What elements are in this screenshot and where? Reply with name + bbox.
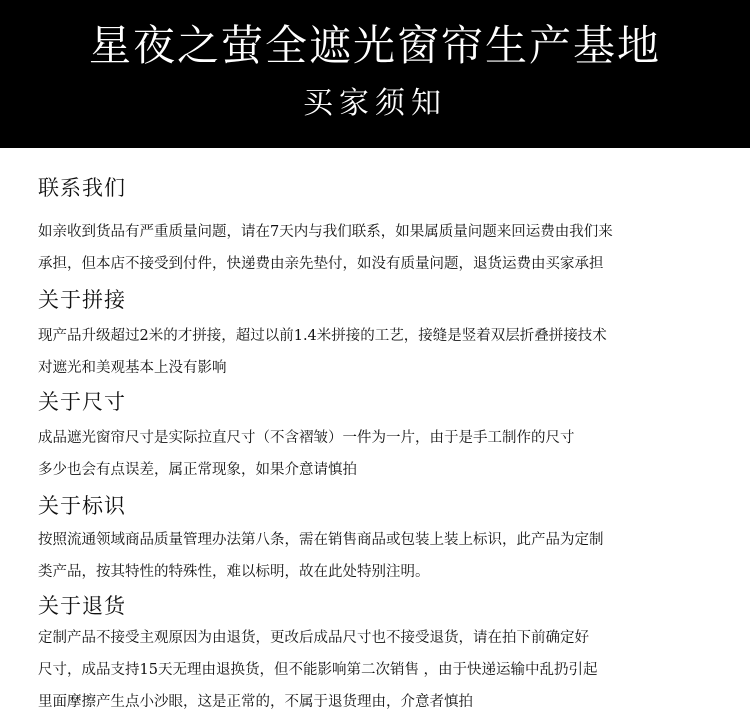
notice-content: [0, 148, 750, 716]
banner-subtitle: 买家须知: [303, 86, 447, 121]
heading-returns: 关于退货: [38, 594, 126, 618]
paragraph-line: 成品遮光窗帘尺寸是实际拉直尺寸（不含褶皱）一件为一片，由于是手工制作的尺寸: [38, 430, 575, 446]
paragraph-line: 如亲收到货品有严重质量问题，请在7天内与我们联系，如果属质量问题来回运费由我们来: [38, 224, 613, 240]
paragraph-line: 类产品，按其特性的特殊性，难以标明，故在此处特别注明。: [38, 564, 430, 580]
paragraph-labeling: [38, 524, 736, 588]
paragraph-line: 多少也会有点误差，属正常现象，如果介意请慎拍: [38, 462, 357, 478]
paragraph-line: 里面摩擦产生点小沙眼，这是正常的，不属于退货理由，介意者慎拍: [38, 694, 473, 710]
banner-title: 星夜之萤全遮光窗帘生产基地: [88, 21, 661, 70]
heading-labeling: 关于标识: [38, 494, 126, 518]
paragraph-line: 尺寸，成品支持15天无理由退换货，但不能影响第二次销售 ，由于快递运输中乱扔引起: [38, 662, 598, 678]
paragraph-returns: [38, 622, 736, 718]
paragraph-splicing: [38, 320, 736, 384]
paragraph-line: 按照流通领域商品质量管理办法第八条，需在销售商品或包装上装上标识，此产品为定制: [38, 532, 604, 548]
paragraph-contact-us: [38, 216, 736, 280]
paragraph-size: [38, 422, 736, 486]
paragraph-line: 承担，但本店不接受到付件，快递费由亲先垫付，如没有质量问题，退货运费由买家承担: [38, 256, 604, 272]
paragraph-line: 对遮光和美观基本上没有影响: [38, 360, 227, 376]
paragraph-line: 现产品升级超过2米的才拼接，超过以前1.4米拼接的工艺，接缝是竖着双层折叠拼接技术: [38, 328, 607, 344]
paragraph-line: 定制产品不接受主观原因为由退货，更改后成品尺寸也不接受退货，请在拍下前确定好: [38, 630, 589, 646]
heading-contact-us: 联系我们: [38, 176, 126, 200]
heading-size: 关于尺寸: [38, 390, 126, 414]
heading-splicing: 关于拼接: [38, 288, 126, 312]
header-banner: [0, 0, 750, 148]
